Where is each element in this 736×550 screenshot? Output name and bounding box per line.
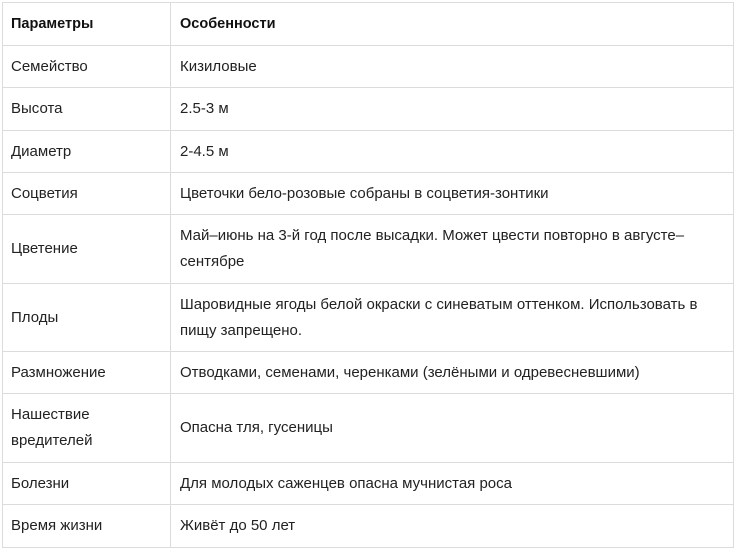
table-row [3, 463, 734, 505]
row-value: Отводками, семенами, черенками (зелёными и одревесневшими) [171, 352, 734, 394]
row-label: Цветение [3, 215, 171, 284]
row-value: Май–июнь на 3-й год после высадки. Может цвести повторно в августе–сентябре [171, 215, 734, 284]
table-row [3, 46, 734, 88]
table-header-row [3, 3, 734, 46]
row-label: Соцветия [3, 173, 171, 215]
row-label: Диаметр [3, 131, 171, 173]
table-row [3, 284, 734, 352]
row-label: Болезни [3, 463, 171, 505]
row-value: Шаровидные ягоды белой окраски с синеватым оттенком. Использовать в пищу запрещено. [171, 284, 734, 352]
plant-parameters-table-container [2, 2, 733, 548]
table-row [3, 505, 734, 548]
table-row [3, 88, 734, 131]
header-parameters: Параметры [3, 3, 171, 46]
row-value: Цветочки бело-розовые собраны в соцветия-зонтики [171, 173, 734, 215]
row-label: Время жизни [3, 505, 171, 548]
plant-parameters-table [2, 2, 734, 548]
row-label: Семейство [3, 46, 171, 88]
row-value: Живёт до 50 лет [171, 505, 734, 548]
row-value: Опасна тля, гусеницы [171, 394, 734, 463]
row-value: 2-4.5 м [171, 131, 734, 173]
row-label: Плоды [3, 284, 171, 352]
table-row [3, 131, 734, 173]
table-row [3, 352, 734, 394]
row-value: Для молодых саженцев опасна мучнистая роса [171, 463, 734, 505]
table-row [3, 173, 734, 215]
row-value: 2.5-3 м [171, 88, 734, 131]
row-label: Размножение [3, 352, 171, 394]
row-label: Нашествие вредителей [3, 394, 171, 463]
table-row [3, 394, 734, 463]
row-value: Кизиловые [171, 46, 734, 88]
table-row [3, 215, 734, 284]
row-label: Высота [3, 88, 171, 131]
header-features: Особенности [171, 3, 734, 46]
